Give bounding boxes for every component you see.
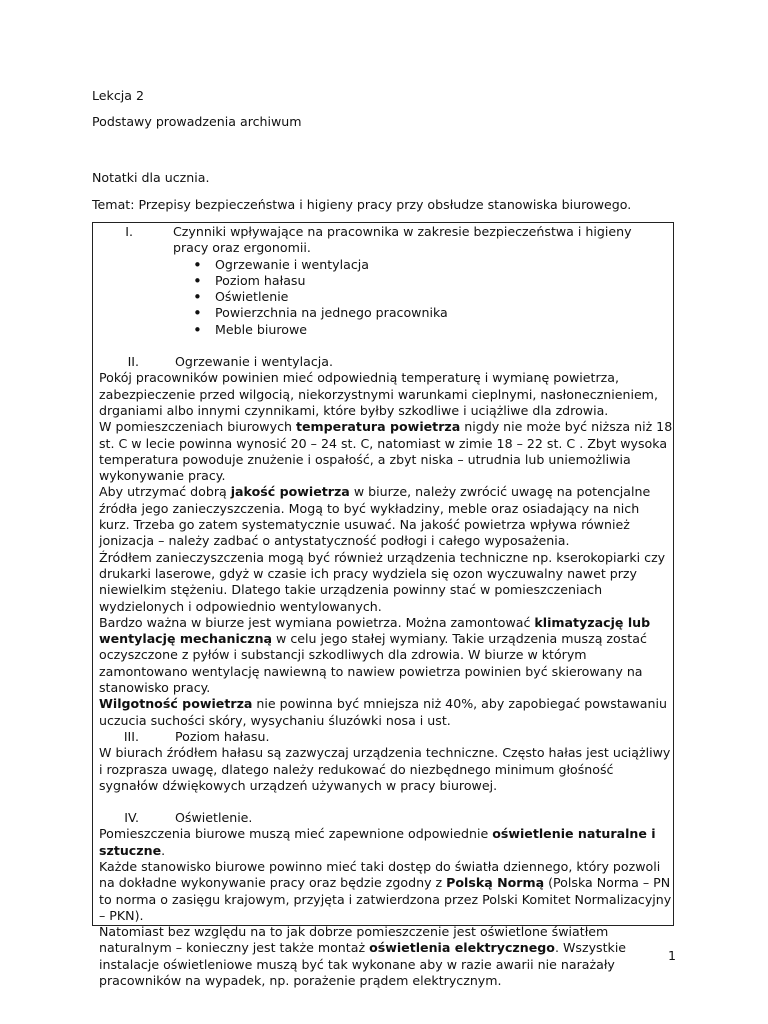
section-4-heading <box>99 810 673 826</box>
paragraph: Wilgotność powietrza nie powinna być mniejsza niż 40%, aby zapobiegać powstawaniu uczucia suchości skóry, wysychaniu śluzówki nosa i ust. <box>99 696 667 728</box>
section-3-heading <box>99 729 673 745</box>
paragraph: Każde stanowisko biurowe powinno mieć taki dostęp do światła dziennego, który pozwoli na dokładne wykonywanie pracy oraz będzie zgodny z Polską Normą (Polska Norma – PN to norma o zasięgu krajowym, przyjęta i zatwierdzona przez Polski Komitet Normalizacyjny – PKN). <box>99 858 672 923</box>
paragraph: Pokój pracowników powinien mieć odpowiednią temperaturę i wymianę powietrza, zabezpieczenie przed wilgocią, niekorzystnymi warunkami cieplnymi, nasłonecznieniem, drganiami albo innymi czynnikami, które byłby szkodliwe i uciążliwe dla zdrowia. <box>99 370 658 418</box>
section-2-heading <box>99 354 673 370</box>
paragraph: Natomiast bez względu na to jak dobrze pomieszczenie jest oświetlone światłem naturalnym – konieczny jest także montaż oświetlenia elektrycznego. Wszystkie instalacje oświetleniowe muszą być tak wykonane aby w razie awarii nie narażały pracowników na wypadek, np. porażenie prądem elektrycznym. <box>99 924 627 989</box>
list-item: • Powierzchnia na jednego pracownika <box>193 305 673 321</box>
section-number: II. <box>127 354 139 370</box>
bold-term: jakość powietrza <box>230 484 350 500</box>
notes-label: Notatki dla ucznia. <box>92 170 210 185</box>
subject-title: Podstawy prowadzenia archiwum <box>92 114 302 129</box>
paragraph: Pomieszczenia biurowe muszą mieć zapewnione odpowiednie oświetlenie naturalne i sztuczne. <box>99 826 656 858</box>
section-number: III. <box>123 728 139 744</box>
section-1-heading <box>99 224 673 257</box>
factor-list <box>99 257 673 338</box>
bold-term: temperatura powietrza <box>295 419 461 435</box>
list-item: • Ogrzewanie i wentylacja <box>193 257 673 273</box>
list-item: • Poziom hałasu <box>193 273 673 289</box>
topic-line: Temat: Przepisy bezpieczeństwa i higieny pracy przy obsłudze stanowiska biurowego. <box>92 197 632 212</box>
paragraph: Źródłem zanieczyszczenia mogą być również urządzenia techniczne np. kserokopiarki czy drukarki laserowe, gdyż w czasie ich pracy wydziela się ozon wyczuwalny nawet przy niewielkim stężeniu. Dlatego takie urządzenia powinny stać w pomieszczeniach wydzielonych i odpowiednio wentylowanych. <box>99 549 666 614</box>
content-box <box>92 222 674 989</box>
list-item: • Meble biurowe <box>193 322 673 338</box>
bold-term: Wilgotność powietrza <box>99 696 253 712</box>
bold-term: oświetlenia elektrycznego <box>369 940 555 956</box>
section-title: Oświetlenie. <box>175 810 253 826</box>
section-number: IV. <box>124 810 139 826</box>
page-number: 1 <box>668 948 677 963</box>
paragraph: W biurach źródłem hałasu są zazwyczaj urządzenia techniczne. Często hałas jest uciążliwy i rozprasza uwagę, dlatego należy redukować do niezbędnego minimum głośność sygnałów dźwiękowych urządzeń używanych w pracy biurowej. <box>99 745 671 793</box>
lesson-label: Lekcja 2 <box>92 88 144 103</box>
bold-term: oświetlenie naturalne i sztuczne <box>99 826 656 858</box>
paragraph: Bardzo ważna w biurze jest wymiana powietrza. Można zamontować klimatyzację lub wentylację mechaniczną w celu jego stałej wymiany. Takie urządzenia muszą zostać oczyszczone z pyłów i substancji szkodliwych dla zdrowia. W biurze w którym zamontowano wentylację nawiewną to nawiew powietrza powinien być skierowany na stanowisko pracy. <box>99 614 651 696</box>
paragraph: W pomieszczeniach biurowych temperatura powietrza nigdy nie może być niższa niż 18 st. C w lecie powinna wynosić 20 – 24 st. C, natomiast w zimie 18 – 22 st. C . Zbyt wysoka temperatura powoduje znużenie i ospałość, a zbyt niska – utrudnia lub uniemożliwia wykonywanie pracy. <box>99 419 673 484</box>
section-title: Czynniki wpływające na pracownika w zakresie bezpieczeństwa i higieny pracy oraz ergonomii. <box>173 224 632 256</box>
section-title: Poziom hałasu. <box>175 728 270 744</box>
section-number: I. <box>125 224 133 239</box>
list-item: • Oświetlenie <box>193 289 673 305</box>
bold-term: klimatyzację lub wentylację mechaniczną <box>99 614 651 647</box>
paragraph: Aby utrzymać dobrą jakość powietrza w biurze, należy zwrócić uwagę na potencjalne źródła jego zanieczyszczenia. Mogą to być wykładziny, meble oraz osiadający na nich kurz. Trzeba go zatem systematycznie usuwać. Na jakość powietrza wpływa również jonizacja – należy zadbać o antystatyczność podłogi i całego wyposażenia. <box>99 484 651 549</box>
section-title: Ogrzewanie i wentylacja. <box>175 354 333 370</box>
bold-term: Polską Normą <box>446 875 545 891</box>
